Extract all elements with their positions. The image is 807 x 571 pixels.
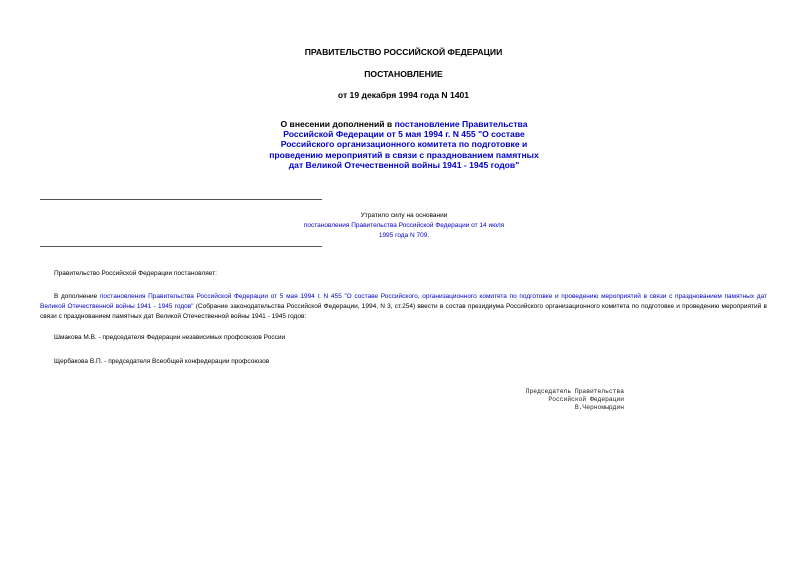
p2-start: В дополнение [54, 293, 100, 300]
status-line: Утратило силу на основании [360, 212, 448, 219]
status-link[interactable]: постановления Правительства Российской Федерации от 14 июля 1995 года N 709 [303, 222, 505, 239]
body-paragraph-main [40, 292, 767, 322]
signature-block [460, 388, 624, 413]
status-note [300, 211, 508, 241]
p2-end: (Собрание законодательства Российской Федерации, 1994, N 3, ст.254) ввести в состав президиума Российского организационного комитета по подготовке и проведению мероприятий в связи с празднованием памятных дат Великой Отечественной войны 1941 - 1945 годов: [40, 303, 767, 320]
signature-org: Российской Федерации [548, 396, 624, 404]
status-top-divider [40, 199, 322, 200]
document-type-heading: ПОСТАНОВЛЕНИЕ [364, 69, 443, 79]
document-subject [262, 119, 546, 170]
p2-link[interactable]: постановления Правительства Российской Федерации от 5 мая 1994 г. N 455 "О составе Российского, организационного комитета по подготовке и проведению мероприятий в связи с празднованием памятных дат Великой Отечественной войны 1941 - 1945 годов" [40, 293, 768, 310]
signature-name: В.Черномырдин [574, 404, 624, 412]
government-heading: ПРАВИТЕЛЬСТВО РОССИЙСКОЙ ФЕДЕРАЦИИ [304, 47, 503, 57]
document-date-number: от 19 декабря 1994 года N 1401 [337, 90, 470, 100]
body-paragraph-member-1: Шмакова М.В. - председателя Федерации независимых профсоюзов России [54, 334, 286, 341]
body-paragraph-intro: Правительство Российской Федерации постановляет: [54, 270, 217, 277]
status-bottom-divider [40, 246, 322, 247]
status-suffix: . [427, 232, 430, 239]
subject-prefix: О внесении дополнений в [280, 119, 395, 129]
signature-title: Председатель Правительства [525, 388, 624, 395]
body-paragraph-member-2: Щербакова В.П. - председателя Всеобщей конфедерации профсоюзов [54, 358, 270, 365]
subject-link[interactable]: постановление Правительства Российской Федерации от 5 мая 1994 г. N 455 "О составе Российского организационного комитета по подготовке и проведению мероприятий в связи с празднованием памятных дат Великой Отечественной войны 1941 - 1945 годов" [269, 119, 539, 170]
